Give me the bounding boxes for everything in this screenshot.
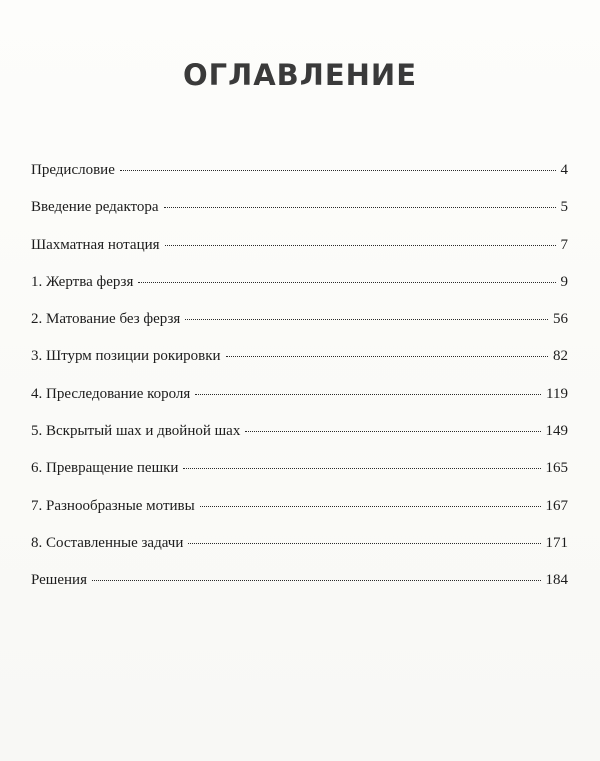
toc-entry-label: 1. Жертва ферзя <box>31 273 134 290</box>
dot-leader <box>183 468 540 469</box>
toc-entry-page: 9 <box>560 273 568 290</box>
toc-entry-page: 119 <box>546 385 568 402</box>
toc-entry-chapter-7 <box>31 496 568 533</box>
toc-entry-chapter-4 <box>31 384 568 421</box>
toc-entry-label: Введение редактора <box>31 199 159 216</box>
toc-entry-label: 5. Вскрытый шах и двойной шах <box>31 423 241 440</box>
toc-entry-label: 2. Матование без ферзя <box>31 311 181 328</box>
toc-entry-editor-intro <box>31 197 568 234</box>
dot-leader <box>188 543 540 544</box>
toc-entry-page: 82 <box>553 348 568 365</box>
toc-entry-label: 7. Разнообразные мотивы <box>31 497 195 514</box>
toc-entry-label: 3. Штурм позиции рокировки <box>31 348 221 365</box>
toc-entry-chapter-3 <box>31 346 568 383</box>
table-of-contents <box>31 160 568 608</box>
dot-leader <box>226 356 548 357</box>
toc-entry-page: 56 <box>553 311 568 328</box>
toc-entry-label: 4. Преследование короля <box>31 385 191 402</box>
dot-leader <box>138 282 555 283</box>
dot-leader <box>120 170 556 171</box>
toc-entry-chapter-8 <box>31 533 568 570</box>
dot-leader <box>165 245 556 246</box>
dot-leader <box>92 580 541 581</box>
toc-entry-label: Шахматная нотация <box>31 236 160 253</box>
toc-entry-page: 149 <box>545 423 568 440</box>
page-title: ОГЛАВЛЕНИЕ <box>182 58 417 92</box>
toc-entry-page: 165 <box>545 460 568 477</box>
toc-entry-chapter-6 <box>31 458 568 495</box>
toc-entry-chess-notation <box>31 235 568 272</box>
toc-entry-solutions <box>31 570 568 607</box>
dot-leader <box>195 394 541 395</box>
toc-entry-chapter-2 <box>31 309 568 346</box>
toc-entry-label: Решения <box>31 572 87 589</box>
toc-entry-preface <box>31 160 568 197</box>
toc-entry-page: 167 <box>545 497 568 514</box>
toc-entry-page: 4 <box>560 162 568 178</box>
toc-entry-chapter-1 <box>31 272 568 309</box>
toc-entry-chapter-5 <box>31 421 568 458</box>
toc-entry-page: 171 <box>545 534 568 551</box>
toc-entry-page: 7 <box>560 236 568 253</box>
toc-entry-label: 8. Составленные задачи <box>31 534 184 551</box>
toc-entry-page: 184 <box>545 572 568 589</box>
toc-entry-page: 5 <box>560 199 568 216</box>
dot-leader <box>185 319 548 320</box>
toc-entry-label: Предисловие <box>31 162 115 178</box>
dot-leader <box>245 431 540 432</box>
dot-leader <box>200 506 541 507</box>
toc-entry-label: 6. Превращение пешки <box>31 460 179 477</box>
dot-leader <box>164 207 556 208</box>
